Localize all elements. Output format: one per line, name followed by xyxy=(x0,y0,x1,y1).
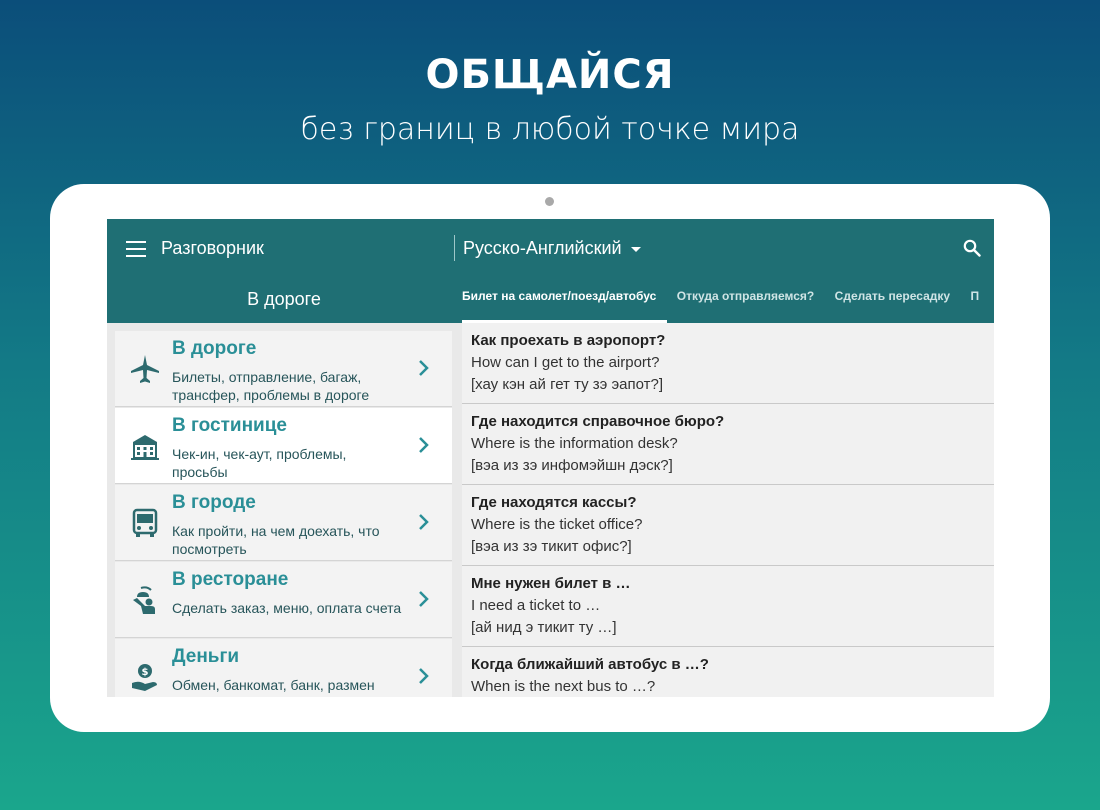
hamburger-menu-icon[interactable] xyxy=(126,241,146,257)
phrase-transcription: [хау кэн ай гет ту зэ эапот?] xyxy=(471,376,664,393)
money-icon xyxy=(129,661,161,693)
hero-title: ОБЩАЙСЯ xyxy=(425,52,675,98)
phrase-english: How can I get to the airport? xyxy=(471,354,660,371)
phrase-russian: Где находится справочное бюро? xyxy=(471,413,725,430)
hotel-icon xyxy=(129,430,161,462)
chevron-right-icon xyxy=(418,590,430,608)
tablet-camera xyxy=(545,197,554,206)
phrase-english: I need a ticket to … xyxy=(471,597,601,614)
active-tab-indicator xyxy=(462,320,667,323)
phrase-english: When is the next bus to …? xyxy=(471,678,656,695)
phrase-russian: Мне нужен билет в … xyxy=(471,575,631,592)
tab-transfer[interactable]: Сделать пересадку xyxy=(834,289,951,303)
tab-more[interactable]: П xyxy=(970,289,980,303)
dropdown-caret-icon xyxy=(631,247,641,252)
hero-subtitle: без границ в любой точке мира xyxy=(300,112,800,147)
category-description: Билеты, отправление, багаж, трансфер, проблемы в дороге xyxy=(172,369,370,403)
category-name: В ресторане xyxy=(172,569,289,590)
svg-text:$: $ xyxy=(141,667,149,678)
airplane-icon xyxy=(129,353,161,385)
phrase-item[interactable] xyxy=(462,647,994,697)
category-item-restaurant[interactable] xyxy=(115,562,452,638)
tablet-frame xyxy=(50,184,1050,732)
search-icon[interactable] xyxy=(963,239,981,257)
phrase-english: Where is the ticket office? xyxy=(471,516,643,533)
chevron-right-icon xyxy=(418,359,430,377)
phrase-transcription: [вэа из зэ инфомэйшн дэск?] xyxy=(471,457,673,474)
phrase-english: Where is the information desk? xyxy=(471,435,678,452)
category-description: Чек-ин, чек-аут, проблемы, просьбы xyxy=(172,446,347,480)
chevron-right-icon xyxy=(418,513,430,531)
chevron-right-icon xyxy=(418,436,430,454)
category-name: Деньги xyxy=(172,646,240,667)
category-description: Обмен, банкомат, банк, размен xyxy=(172,677,375,693)
phrase-item[interactable] xyxy=(462,485,994,566)
phrase-transcription: [ай нид э тикит ту …] xyxy=(471,619,617,636)
language-selector[interactable] xyxy=(463,238,641,259)
phrase-tabs xyxy=(462,289,994,323)
phrase-list xyxy=(462,323,994,697)
tab-departure[interactable]: Откуда отправляемся? xyxy=(676,289,815,303)
category-description: Как пройти, на чем доехать, что посмотреть xyxy=(172,523,380,557)
phrase-russian: Где находятся кассы? xyxy=(471,494,637,511)
category-list xyxy=(115,331,452,697)
phrase-item[interactable] xyxy=(462,323,994,404)
bus-icon xyxy=(129,507,161,539)
phrase-transcription: [вэа из зэ тикит офис?] xyxy=(471,538,632,555)
category-item-road[interactable] xyxy=(115,331,452,407)
category-name: В городе xyxy=(172,492,256,513)
phrase-item[interactable] xyxy=(462,566,994,647)
category-name: В дороге xyxy=(172,338,257,359)
phrase-russian: Как проехать в аэропорт? xyxy=(471,332,666,349)
toolbar-divider xyxy=(454,235,455,261)
section-title: В дороге xyxy=(247,289,321,309)
category-item-hotel[interactable] xyxy=(115,408,452,484)
language-selector-label: Русско-Английский xyxy=(463,238,622,258)
chevron-right-icon xyxy=(418,667,430,685)
waiter-icon xyxy=(129,584,161,616)
category-description: Сделать заказ, меню, оплата счета xyxy=(172,600,402,616)
app-screen xyxy=(107,219,994,697)
app-bar xyxy=(107,219,994,323)
app-title: Разговорник xyxy=(161,238,264,258)
category-item-city[interactable] xyxy=(115,485,452,561)
phrase-russian: Когда ближайший автобус в …? xyxy=(471,656,709,673)
phrase-item[interactable] xyxy=(462,404,994,485)
category-name: В гостинице xyxy=(172,415,287,436)
category-item-money[interactable] xyxy=(115,639,452,697)
tab-ticket[interactable]: Билет на самолет/поезд/автобус xyxy=(462,289,657,303)
